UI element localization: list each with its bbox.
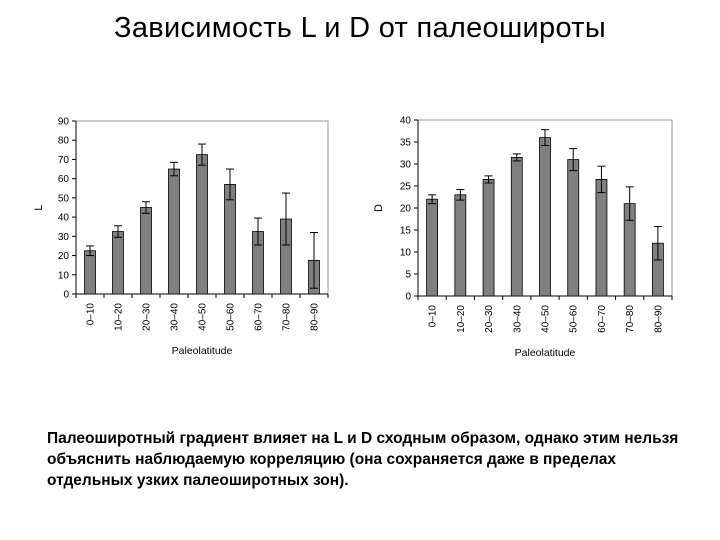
x-tick-label-l: 60–70 bbox=[253, 303, 265, 331]
chart-l-vs-paleolatitude bbox=[33, 117, 328, 358]
x-tick-label-l: 50–60 bbox=[225, 303, 237, 331]
x-tick-label-l: 0–10 bbox=[85, 303, 97, 326]
x-tick-label-l: 10–20 bbox=[113, 303, 125, 331]
x-tick-label-d: 80–90 bbox=[653, 305, 665, 333]
y-tick-label-l: 90 bbox=[57, 116, 69, 128]
y-tick-label-d: 5 bbox=[405, 269, 411, 281]
y-tick-label-d: 30 bbox=[399, 159, 411, 171]
y-axis-label-l: L bbox=[33, 204, 45, 211]
page-title: Зависимость L и D от палеошироты bbox=[114, 12, 606, 44]
x-tick-label-d: 0–10 bbox=[427, 305, 439, 328]
y-tick-label-d: 10 bbox=[399, 247, 411, 259]
y-tick-label-l: 0 bbox=[63, 289, 69, 301]
x-tick-label-l: 30–40 bbox=[169, 303, 181, 331]
y-tick-label-l: 30 bbox=[57, 231, 69, 243]
bar-l-20–30 bbox=[141, 208, 152, 295]
bar-d-40–50 bbox=[540, 138, 551, 296]
bar-d-60–70 bbox=[596, 179, 607, 296]
y-tick-label-d: 20 bbox=[399, 203, 411, 215]
x-tick-label-d: 70–80 bbox=[625, 305, 637, 333]
y-tick-label-l: 70 bbox=[57, 154, 69, 166]
bar-d-0–10 bbox=[427, 199, 438, 296]
bar-l-0–10 bbox=[85, 251, 96, 294]
y-tick-label-l: 10 bbox=[57, 270, 69, 282]
y-tick-label-l: 60 bbox=[57, 174, 69, 186]
x-tick-label-l: 20–30 bbox=[141, 303, 153, 331]
x-tick-label-d: 50–60 bbox=[568, 305, 580, 333]
x-tick-label-d: 20–30 bbox=[484, 305, 496, 333]
y-tick-label-l: 20 bbox=[57, 251, 69, 263]
y-tick-label-l: 40 bbox=[57, 212, 69, 224]
y-tick-label-l: 50 bbox=[57, 193, 69, 205]
bar-l-40–50 bbox=[197, 155, 208, 294]
y-tick-label-d: 0 bbox=[405, 291, 411, 303]
y-tick-label-d: 15 bbox=[399, 225, 411, 237]
y-tick-label-d: 40 bbox=[399, 115, 411, 127]
x-tick-label-l: 80–90 bbox=[309, 303, 321, 331]
bar-l-30–40 bbox=[169, 169, 180, 294]
x-tick-label-d: 10–20 bbox=[455, 305, 467, 333]
x-axis-label-l: Paleolatitude bbox=[171, 345, 233, 357]
y-tick-label-d: 35 bbox=[399, 137, 411, 149]
bar-d-30–40 bbox=[511, 157, 522, 296]
caption-text: Палеоширотный градиент влияет на L и D сходным образом, однако этим нельзя объяснить наблюдаемую корреляцию (она сохраняется даже в пределах отдельных узких палеоширотных зон). bbox=[47, 430, 679, 489]
chart-d-vs-paleolatitude bbox=[373, 116, 672, 360]
bar-d-50–60 bbox=[568, 160, 579, 296]
y-tick-label-d: 25 bbox=[399, 181, 411, 193]
x-tick-label-l: 70–80 bbox=[281, 303, 293, 331]
bar-d-10–20 bbox=[455, 195, 466, 296]
x-tick-label-d: 40–50 bbox=[540, 305, 552, 333]
x-tick-label-l: 40–50 bbox=[197, 303, 209, 331]
bar-l-50–60 bbox=[225, 184, 236, 294]
x-tick-label-d: 30–40 bbox=[512, 305, 524, 333]
bar-l-10–20 bbox=[113, 232, 124, 294]
bar-d-20–30 bbox=[483, 179, 494, 296]
y-tick-label-l: 80 bbox=[57, 135, 69, 147]
x-tick-label-d: 60–70 bbox=[596, 305, 608, 333]
x-axis-label-d: Paleolatitude bbox=[514, 347, 576, 359]
y-axis-label-d: D bbox=[373, 204, 385, 212]
